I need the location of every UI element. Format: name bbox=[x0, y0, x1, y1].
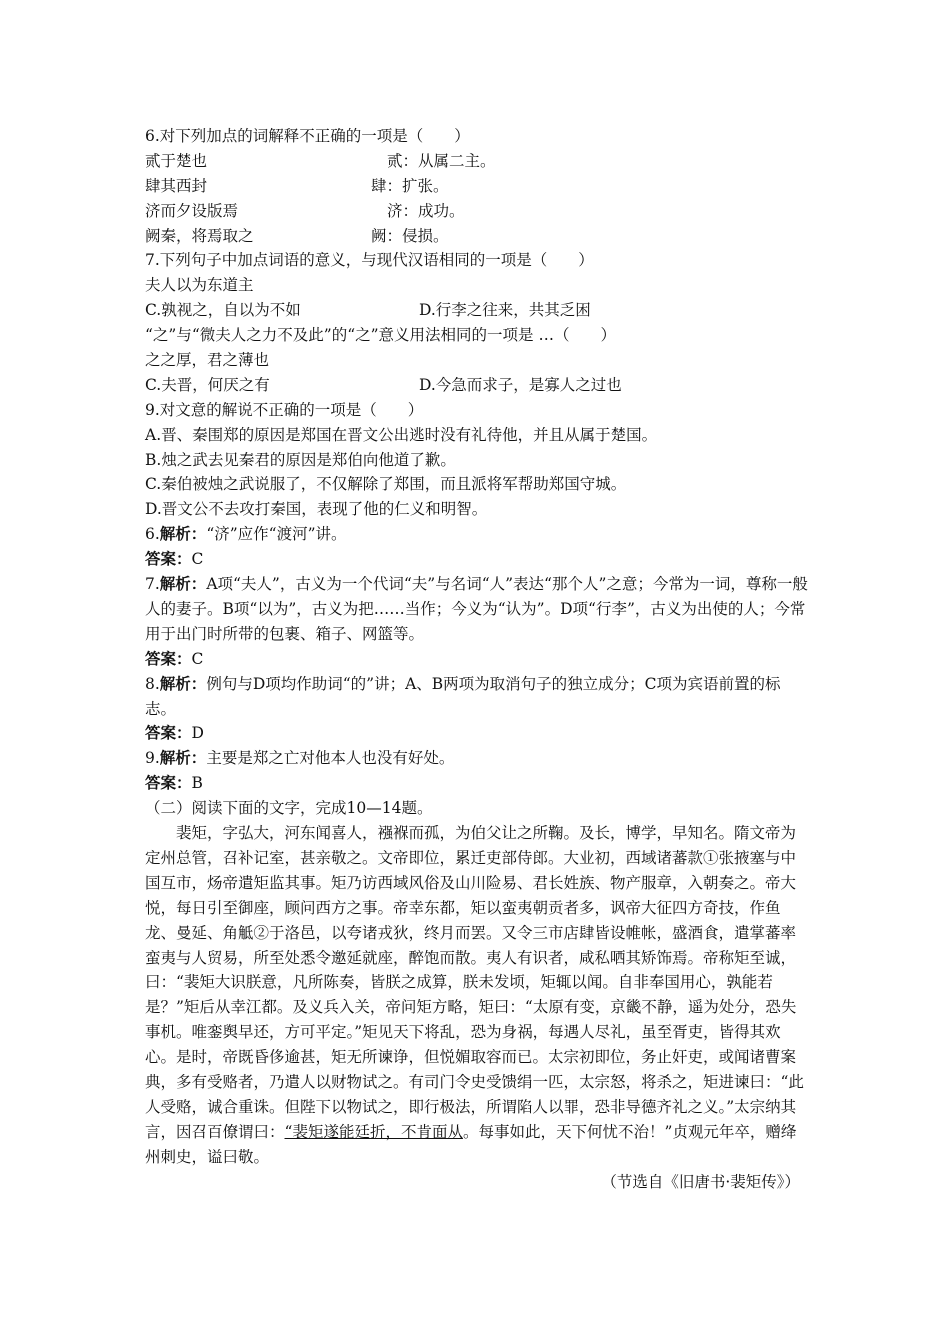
analysis-label: 解析： bbox=[159, 574, 207, 594]
q6-item-4-gloss: 阙：侵损。 bbox=[371, 226, 449, 245]
q6-item-4-sentence: 阙秦，将焉取之 bbox=[145, 226, 254, 245]
analysis-label: 解析： bbox=[159, 524, 207, 544]
q6-item-2-sentence: 肆其西封 bbox=[145, 176, 208, 195]
q6-stem: 6.对下列加点的词解释不正确的一项是（ ） bbox=[145, 127, 470, 145]
passage-body bbox=[145, 821, 810, 1170]
answer-6-key bbox=[145, 547, 810, 572]
answer-7-key bbox=[145, 647, 810, 672]
answer-9-analysis bbox=[145, 746, 810, 771]
q6-item-1-gloss: 贰：从属二主。 bbox=[387, 151, 496, 170]
answer-8-number: 8. bbox=[145, 674, 160, 693]
answer-label: 答案： bbox=[145, 549, 192, 569]
q9-option-c: C.秦伯被烛之武说服了，不仅解除了郑围，而且派将军帮助郑国守城。 bbox=[145, 475, 627, 494]
q8-options-cd bbox=[145, 373, 810, 398]
q6-item-1-sentence: 贰于楚也 bbox=[145, 151, 208, 170]
answer-8-key bbox=[145, 721, 810, 746]
answer-6-number: 6. bbox=[145, 525, 160, 544]
q6-item-4 bbox=[145, 224, 810, 249]
answer-label: 答案： bbox=[145, 648, 192, 668]
answer-label: 答案： bbox=[145, 723, 192, 743]
q7-option-d: D.行李之往来，共其乏困 bbox=[419, 301, 591, 320]
passage-intro: （二）阅读下面的文字，完成10—14题。 bbox=[145, 799, 433, 818]
analysis-label: 解析： bbox=[159, 748, 207, 768]
answer-7-value: C bbox=[191, 649, 204, 668]
passage-source: （节选自《旧唐书·裴矩传》） bbox=[601, 1172, 800, 1191]
answer-7-analysis bbox=[145, 572, 810, 647]
q8-option-c: C.夫晋，何厌之有 bbox=[145, 375, 270, 394]
q6-item-1 bbox=[145, 149, 810, 174]
answer-9-number: 9. bbox=[145, 749, 160, 768]
q8-option-d: D.今急而求子，是寡人之过也 bbox=[419, 375, 622, 394]
q9-option-d: D.晋文公不去攻打秦国，表现了他的仁义和明智。 bbox=[145, 500, 488, 519]
q6-item-2 bbox=[145, 174, 810, 199]
q9-option-a: A.晋、秦围郑的原因是郑国在晋文公出逃时没有礼待他，并且从属于楚国。 bbox=[145, 425, 658, 444]
answer-6-analysis bbox=[145, 522, 810, 547]
answer-7-text: A项“夫人”，古义为一个代词“夫”与名词“人”表达“那个人”之意；今常为一词，尊称一般人的妻子。B项“以为”，古义为把……当作；今义为“认为”。D项“行李”，古义为出使的人；今常用于出门时所带的包裹、箱子、网篮等。 bbox=[145, 575, 808, 643]
answer-6-text: “济”应作“渡河”讲。 bbox=[206, 525, 347, 544]
passage-text-after: 。每事如此，天下何忧不治！”贞观元年卒，赠绛州刺史，谥曰敬。 bbox=[145, 1122, 797, 1166]
q6-item-2-gloss: 肆：扩张。 bbox=[371, 176, 449, 195]
q7-line-1: 夫人以为东道主 bbox=[145, 276, 254, 295]
answer-8-text: 例句与D项均作助词“的”讲；A、B两项为取消句子的独立成分；C项为宾语前置的标志。 bbox=[145, 674, 781, 718]
q8-stem: “之”与“微夫人之力不及此”的“之”意义用法相同的一项是 …（ ） bbox=[145, 326, 616, 345]
answer-9-text: 主要是郑之亡对他本人也没有好处。 bbox=[206, 749, 455, 768]
q6-item-3-sentence: 济而夕设版焉 bbox=[145, 201, 239, 220]
passage-text-before: 裴矩，字弘大，河东闻喜人，襁褓而孤，为伯父让之所鞠。及长，博学，早知名。隋文帝为定州总管，召补记室，甚亲敬之。文帝即位，累迁吏部侍郎。大业初，西域诸蕃款①张掖塞与中国互市，炀帝遣矩监其事。矩乃访西域风俗及山川险易、君长姓族、物产服章，入朝奏之。帝大悦，每日引至御座，顾问西方之事。帝幸东都，矩以蛮夷朝贡者多，讽帝大征四方奇技，作鱼龙、曼延、角觝②于洛邑，以夸诸戎狄，终月而罢。又令三市店肆皆设帷帐，盛酒食，遣掌蕃率蛮夷与人贸易，所至处悉令邀延就座，醉饱而散。夷人有识者，咸私哂其矫饰焉。帝称矩至诚，曰：“裴矩大识朕意，凡所陈奏，皆朕之成算，朕未发顷，矩辄以闻。自非奉国用心，孰能若是？”矩后从幸江都。及义兵入关，帝问矩方略，矩曰：“太原有变，京畿不静，遥为处分，恐失事机。唯銮舆早还，方可平定。”矩见天下将乱，恐为身祸，每遇人尽礼，虽至胥吏，皆得其欢心。是时，帝既昏侈逾甚，矩无所谏诤，但悦媚取容而已。太宗初即位，务止奸吏，或闻诸曹案典，多有受赂者，乃遣人以财物试之。有司门令史受馈绢一匹，太宗怒，将杀之，矩进谏曰：“此人受赂，诚合重诛。但陛下以物试之，即行极法，所谓陷人以罪，恐非导德齐礼之义。”太宗纳其言，因召百僚谓曰： bbox=[145, 824, 804, 1141]
q9-stem: 9.对文意的解说不正确的一项是（ ） bbox=[145, 400, 424, 419]
answer-7-number: 7. bbox=[145, 575, 160, 594]
answer-8-value: D bbox=[191, 724, 204, 743]
document-page bbox=[145, 124, 810, 1195]
answer-9-value: B bbox=[191, 774, 203, 793]
q8-line-1: 之之厚，君之薄也 bbox=[145, 351, 270, 370]
analysis-label: 解析： bbox=[159, 673, 207, 693]
q6-item-3 bbox=[145, 199, 810, 224]
answer-8-analysis bbox=[145, 672, 810, 722]
q7-stem: 7.下列句子中加点词语的意义，与现代汉语相同的一项是（ ） bbox=[145, 251, 594, 270]
answer-label: 答案： bbox=[145, 773, 192, 793]
q7-options-cd bbox=[145, 298, 810, 323]
q7-option-c: C.孰视之，自以为不如 bbox=[145, 301, 301, 320]
q6-item-3-gloss: 济：成功。 bbox=[387, 201, 465, 220]
answer-9-key bbox=[145, 771, 810, 796]
q9-option-b: B.烛之武去见秦君的原因是郑伯向他道了歉。 bbox=[145, 450, 456, 469]
passage-underlined-quote: “裴矩遂能廷折，不肯面从 bbox=[284, 1122, 463, 1141]
answer-6-value: C bbox=[191, 550, 204, 569]
